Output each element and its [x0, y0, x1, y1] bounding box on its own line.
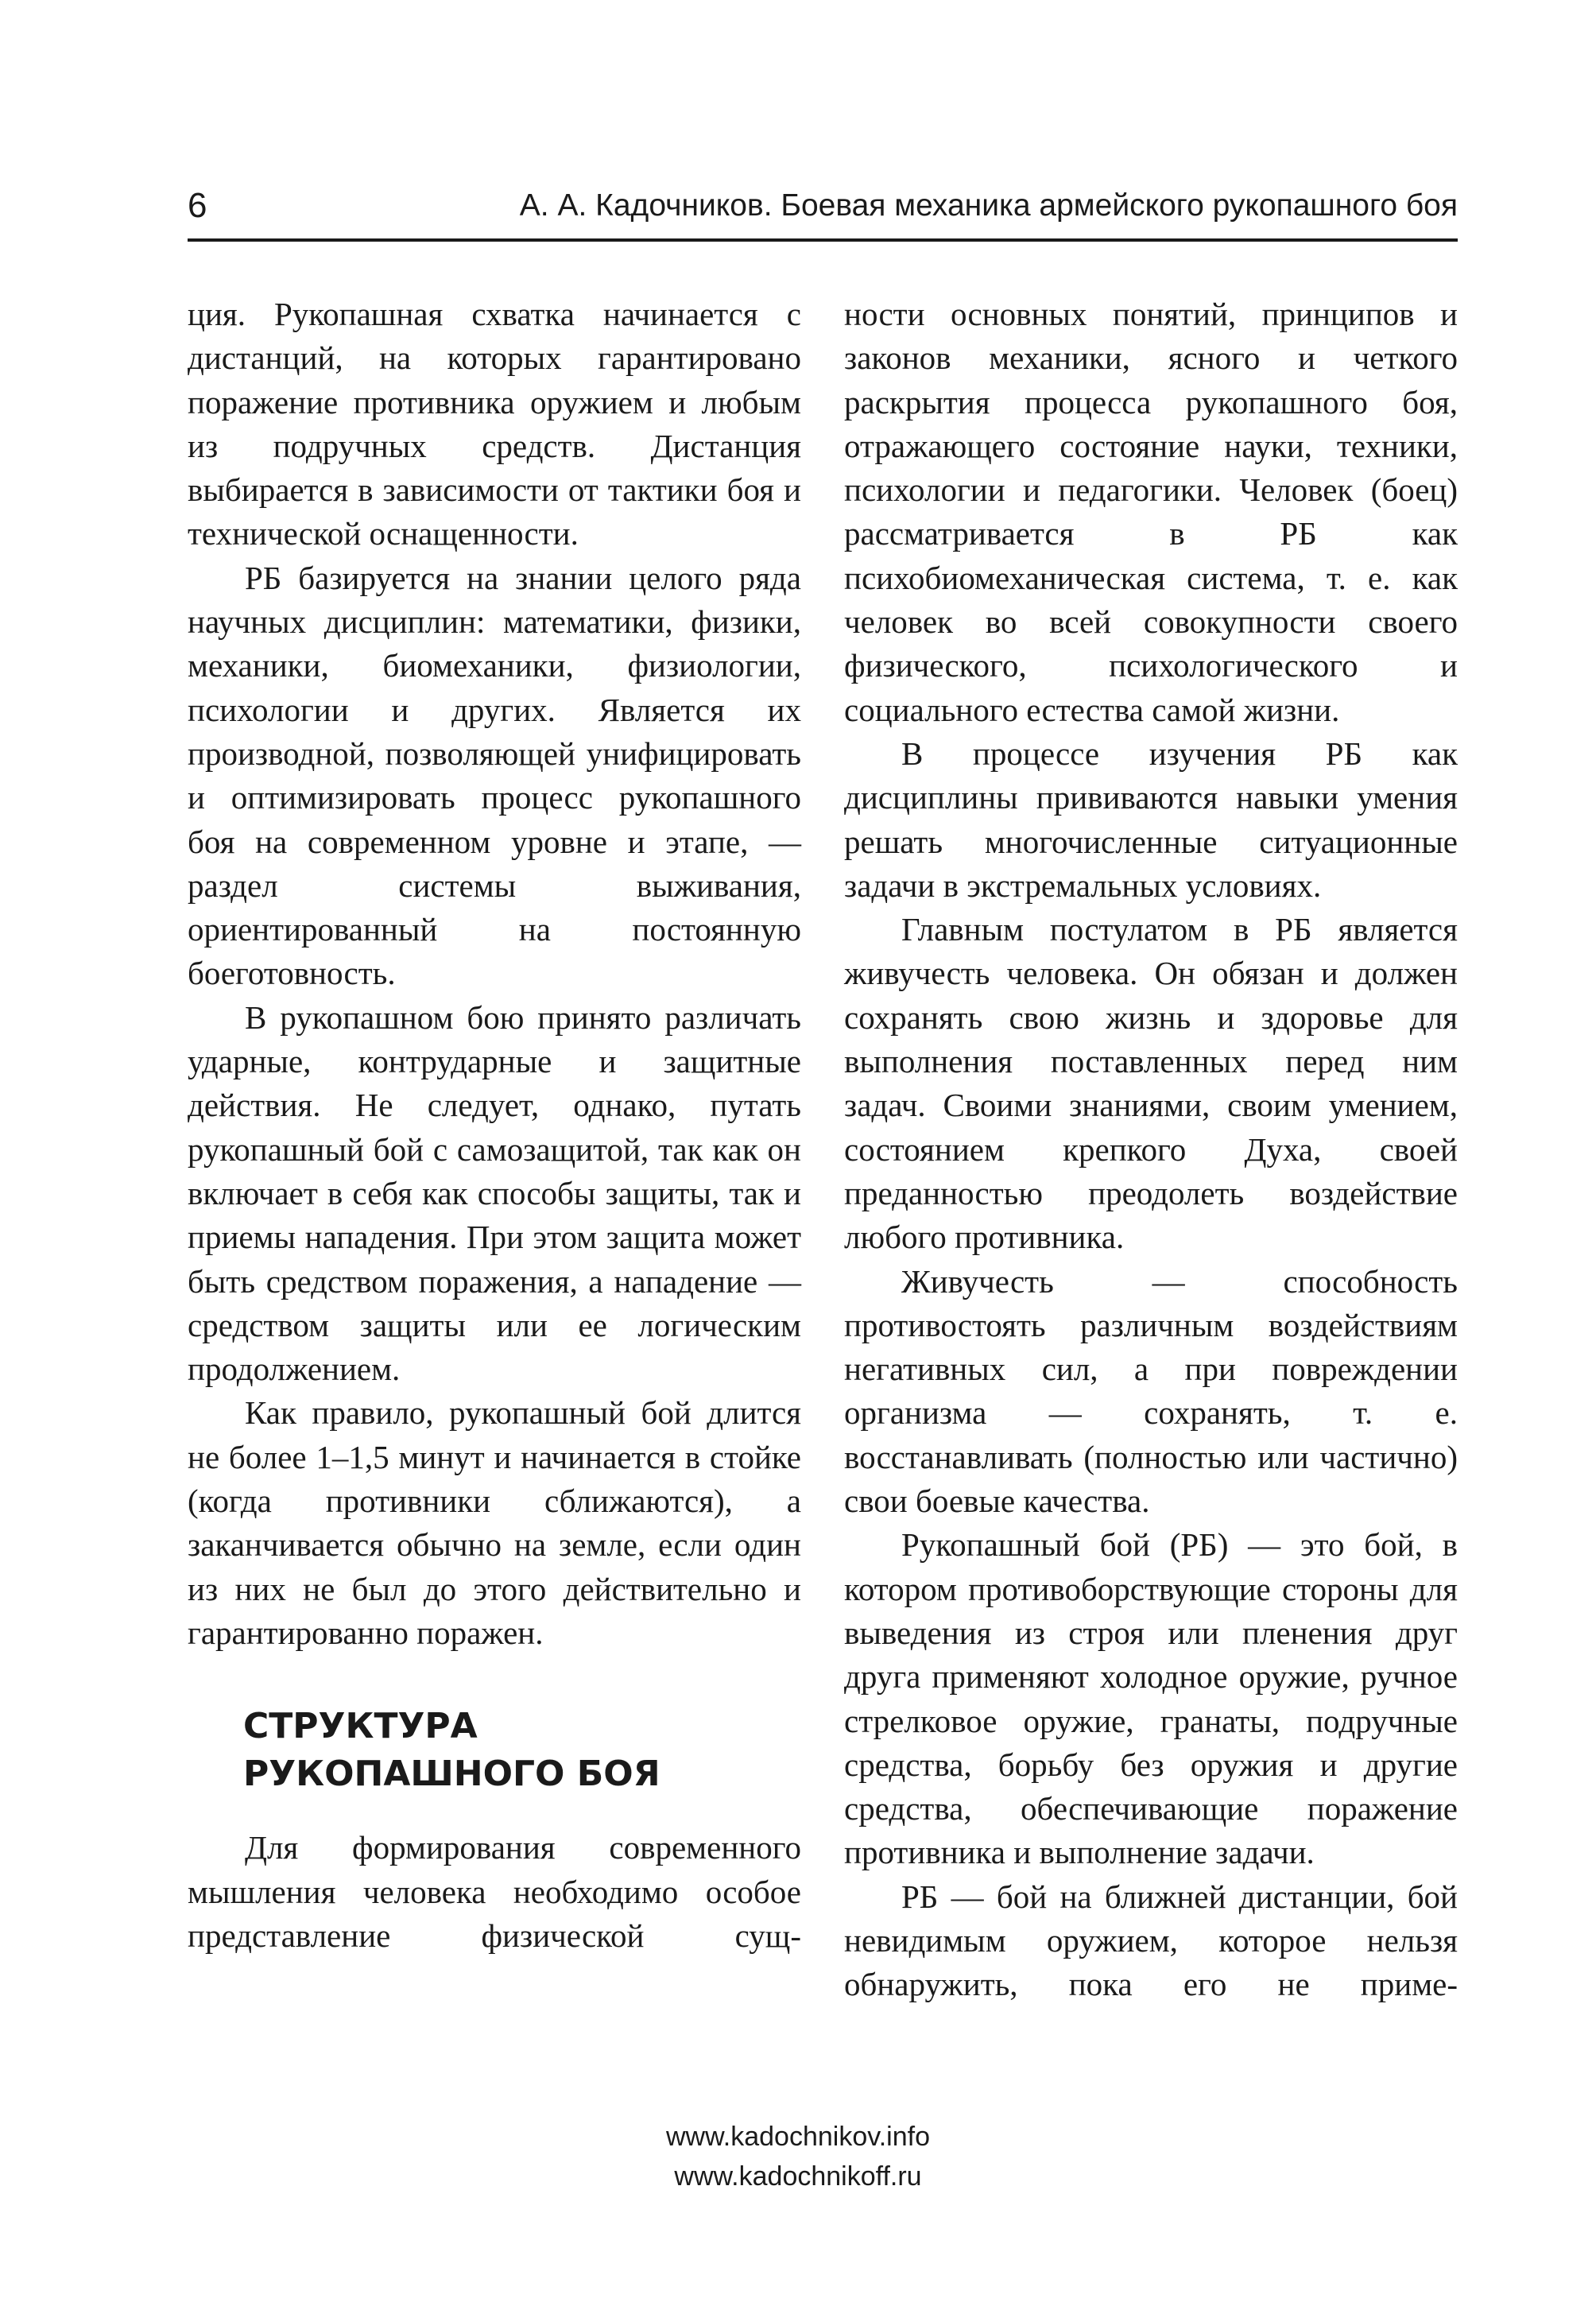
running-title: А. А. Кадочников. Боевая механика армейского рукопашного боя	[519, 188, 1458, 223]
page-number: 6	[188, 186, 207, 225]
left-column	[188, 293, 801, 1958]
page-footer	[0, 2117, 1596, 2196]
paragraph: Главным постулатом в РБ является живучесть человека. Он обязан и должен сохранять свою жизнь и здоровье для выполнения поставленных перед ним задач. Своими знаниями, своим умением, состоянием крепкого Духа, своей преданностью преодолеть воздействие любого противника.	[844, 911, 1458, 1256]
paragraph: В процессе изучения РБ как дисциплины прививаются навыки умения решать многочисленные ситуационные задачи в экстремальных условиях.	[844, 734, 1458, 904]
header-rule	[188, 238, 1458, 242]
footer-link[interactable]: www.kadochnikov.info	[666, 2122, 930, 2152]
paragraph: ности основных понятий, принципов и законов механики, ясного и четкого раскрытия процесса рукопашного боя, отражающего состояние науки, техники, психологии и педагогики. Человек (боец) рассматривается в РБ как психобиомеханическая система, т. е. как человек во всей совокупности своего физического, психологического и социального естества самой жизни.	[844, 296, 1458, 728]
paragraph: РБ — бой на ближней дистанции, бой невидимым оружием, которое нельзя обнаружить, пока его не приме-	[844, 1878, 1458, 2003]
right-column	[844, 293, 1458, 2007]
page-header	[188, 181, 1458, 231]
paragraph: Рукопашный бой (РБ) — это бой, в котором противоборствующие стороны для выведения из строя или пленения друг друга применяют холодное оружие, ручное стрелковое оружие, гранаты, подручные средства, борьбу без оружия и другие средства, обеспечивающие поражение противника и выполнение задачи.	[844, 1526, 1458, 1871]
footer-link[interactable]: www.kadochnikoff.ru	[674, 2161, 922, 2192]
paragraph: Для формирования современного мышления человека необходимо особое представление физической сущ-	[188, 1829, 801, 1954]
section-heading-line: СТРУКТУРА	[243, 1706, 478, 1747]
paragraph: Живучесть — способность противостоять различным воздействиям негативных сил, а при повреждении организма — сохранять, т. е. восстанавливать (полностью или частично) свои боевые качества.	[844, 1262, 1458, 1520]
paragraph: ция. Рукопашная схватка начинается с дистанций, на которых гарантировано поражение противника оружием и любым из подручных средств. Дистанция выбирается в зависимости от тактики боя и технической оснащенности.	[188, 296, 801, 552]
section-heading	[243, 1703, 801, 1798]
paragraph: Как правило, рукопашный бой длится не более 1–1,5 минут и начинается в стойке (когда противники сближаются), а заканчивается обычно на земле, если один из них не был до этого действительно и гарантированно поражен.	[188, 1394, 801, 1651]
paragraph: РБ базируется на знании целого ряда научных дисциплин: математики, физики, механики, биомеханики, физиологии, психологии и других. Является их производной, позволяющей унифицировать и оптимизировать процесс рукопашного боя на современном уровне и этапе, — раздел системы выживания, ориентированный на постоянную боеготовность.	[188, 559, 801, 992]
section-heading-line: РУКОПАШНОГО БОЯ	[243, 1754, 660, 1795]
paragraph: В рукопашном бою принято различать ударные, контрударные и защитные действия. Не следует, однако, путать рукопашный бой с самозащитой, так как он включает в себя как способы защиты, так и приемы нападения. При этом защита может быть средством поражения, а нападение — средством защиты или ее логическим продолжением.	[188, 998, 801, 1388]
